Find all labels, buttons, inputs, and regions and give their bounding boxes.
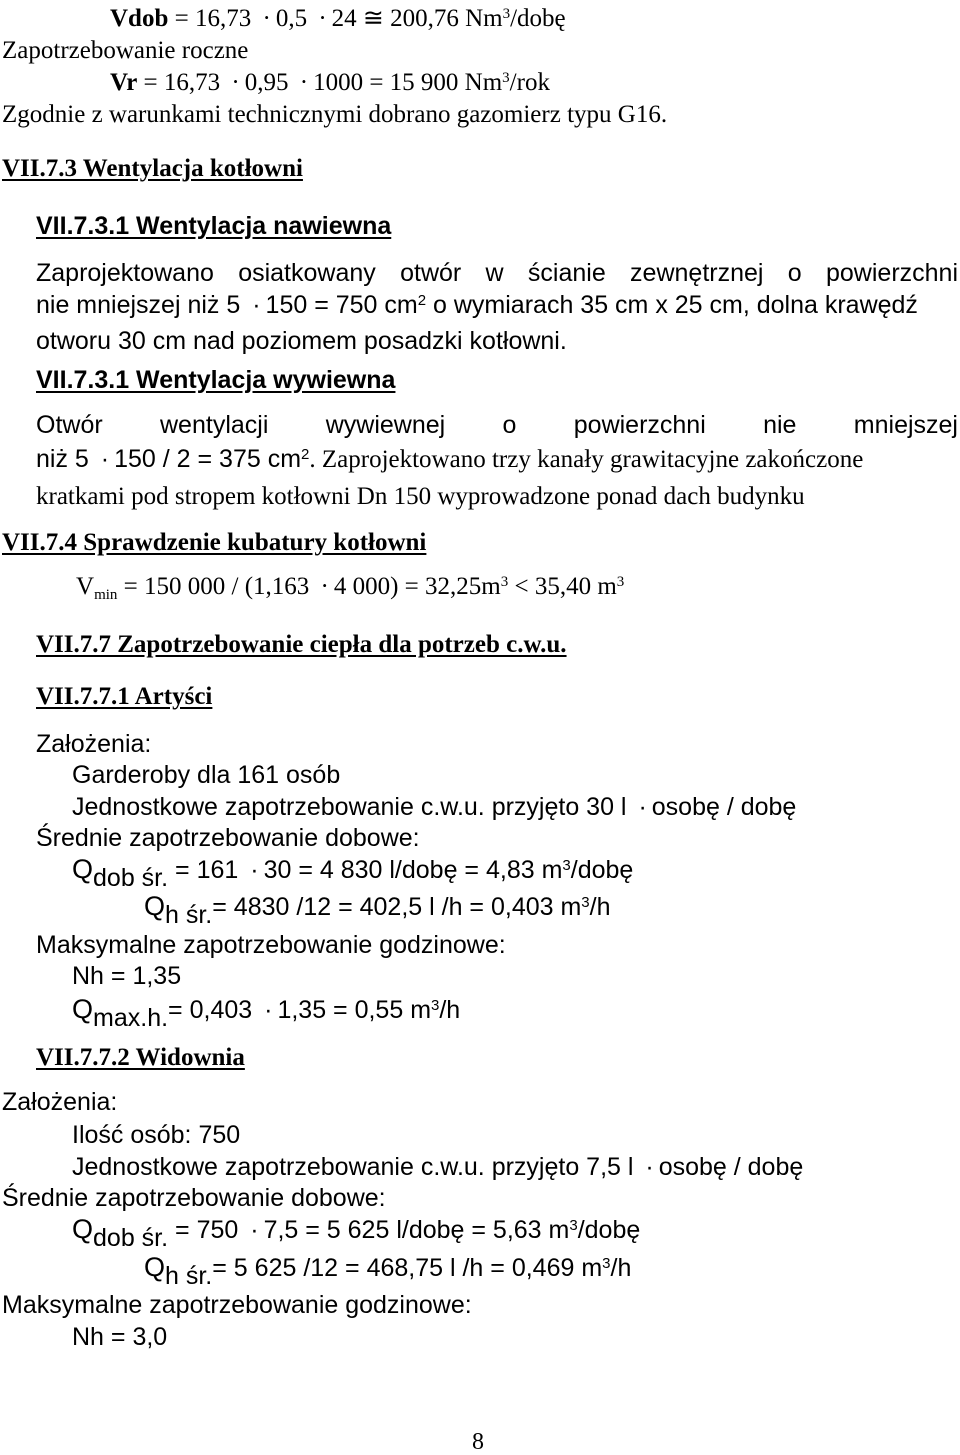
vdob-formula: Vdob = 16,73 · 0,5 · 24 ≅ 200,76 Nm$^3$/dobę — [110, 5, 566, 32]
section-heading-7771: VII.7.7.1 Artyści — [36, 683, 213, 710]
artists-unit-demand: Jednostkowe zapotrzebowanie c.w.u. przyjęto 30 l · osobę / dobę — [72, 793, 797, 821]
multiply-dot: · — [318, 5, 327, 32]
multiply-dot: · — [264, 996, 273, 1024]
section-heading-7731-supply: VII.7.3.1 Wentylacja nawiewna — [36, 212, 392, 240]
section-heading-774: VII.7.4 Sprawdzenie kubatury kotłowni — [2, 529, 427, 556]
multiply-dot: · — [252, 291, 261, 319]
audience-unit-demand: Jednostkowe zapotrzebowanie c.w.u. przyjęto 7,5 l · osobę / dobę — [72, 1153, 804, 1181]
section-heading-777: VII.7.7 Zapotrzebowanie ciepła dla potrzeb c.w.u. — [36, 631, 567, 658]
vr-formula: Vr = 16,73 · 0,95 · 1000 = 15 900 Nm$^3$/rok — [110, 69, 550, 96]
multiply-dot: · — [231, 69, 240, 96]
multiply-dot: · — [645, 1153, 654, 1181]
audience-assumptions-label: Założenia: — [2, 1088, 118, 1116]
audience-avg-daily-label: Średnie zapotrzebowanie dobowe: — [2, 1184, 386, 1212]
artists-assumptions-label: Założenia: — [36, 730, 152, 758]
multiply-dot: · — [100, 445, 110, 473]
annual-demand-heading: Zapotrzebowanie roczne — [2, 37, 249, 64]
exhaust-line-3: kratkami pod stropem kotłowni Dn 150 wyprowadzone ponad dach budynku — [36, 483, 805, 510]
audience-nh: Nh = 3,0 — [72, 1323, 168, 1351]
artists-nh: Nh = 1,35 — [72, 962, 182, 990]
artists-avg-daily-label: Średnie zapotrzebowanie dobowe: — [36, 824, 420, 852]
audience-persons: Ilość osób: 750 — [72, 1121, 241, 1149]
supply-paragraph — [36, 257, 958, 357]
supply-line-2: nie mniejszej niż 5 · 150 = 750 $cm^2$ o wymiarach 35 cm x 25 cm, dolna krawędź — [36, 291, 918, 319]
supply-line-3: otworu 30 cm nad poziomem posadzki kotłowni. — [36, 327, 567, 355]
artists-max-hourly-label: Maksymalne zapotrzebowanie godzinowe: — [36, 931, 506, 959]
artists-q-max-formula: $Q_{max.h.}= 0,403 \cdot 1,35 = 0,55$ $m^3/h$ — [72, 994, 461, 1032]
vdob-label: Vdob — [110, 5, 169, 32]
multiply-dot: · — [250, 1216, 259, 1244]
exhaust-line-2: niż 5 · 150 / 2 = 375 $cm^2$. Zaprojektowano trzy kanały grawitacyjne zakończone — [36, 442, 958, 480]
artists-q-daily-formula: $Q_{dob śr.} = 161 \cdot 30 = 4$ 830 l/dobę = 4,83 $m^3$/dobę — [72, 854, 634, 892]
multiply-dot: · — [299, 69, 309, 96]
supply-line-1: Zaprojektowano osiatkowany otwór w ścianie zewnętrznej o powierzchni — [36, 259, 958, 287]
artists-q-hourly-formula: $Q_{h śr.}= 4830$ /12 = 402,5 l /h = 0,403 $m^3/h$ — [144, 891, 611, 929]
volume-check-formula: $V_{min} = 150$ 000 / (1,163 · 4 $000) = 32,25m^3 < 35,40$ $m^3$ — [76, 573, 625, 604]
multiply-dot: · — [320, 573, 329, 600]
exhaust-paragraph — [36, 408, 958, 514]
approx-symbol: ≅ — [362, 5, 384, 32]
multiply-dot: · — [250, 856, 259, 884]
audience-q-daily-formula: $Q_{dob śr.} = 750 \cdot 7,5 = 5$ 625 l/dobę = 5,63 $m^3$/dobę — [72, 1214, 641, 1252]
gas-meter-note: Zgodnie z warunkami technicznymi dobrano gazomierz typu G16. — [2, 101, 668, 128]
section-heading-773: VII.7.3 Wentylacja kotłowni — [2, 155, 303, 182]
page-number: 8 — [472, 1429, 484, 1455]
audience-max-hourly-label: Maksymalne zapotrzebowanie godzinowe: — [2, 1291, 472, 1319]
multiply-dot: · — [262, 5, 271, 32]
exhaust-line-1: Otwór wentylacji wywiewnej o powierzchni nie mniejszej — [36, 411, 958, 439]
multiply-dot: · — [638, 793, 647, 821]
section-heading-7731-exhaust: VII.7.3.1 Wentylacja wywiewna — [36, 366, 396, 394]
vr-label: Vr — [110, 69, 138, 96]
audience-q-hourly-formula: $Q_{h śr.}= 5$ 625 /12 = 468,75 l /h = 0,469 $m^3/h$ — [144, 1252, 632, 1290]
artists-wardrobes: Garderoby dla 161 osób — [72, 761, 341, 789]
section-heading-7772: VII.7.7.2 Widownia — [36, 1044, 245, 1071]
